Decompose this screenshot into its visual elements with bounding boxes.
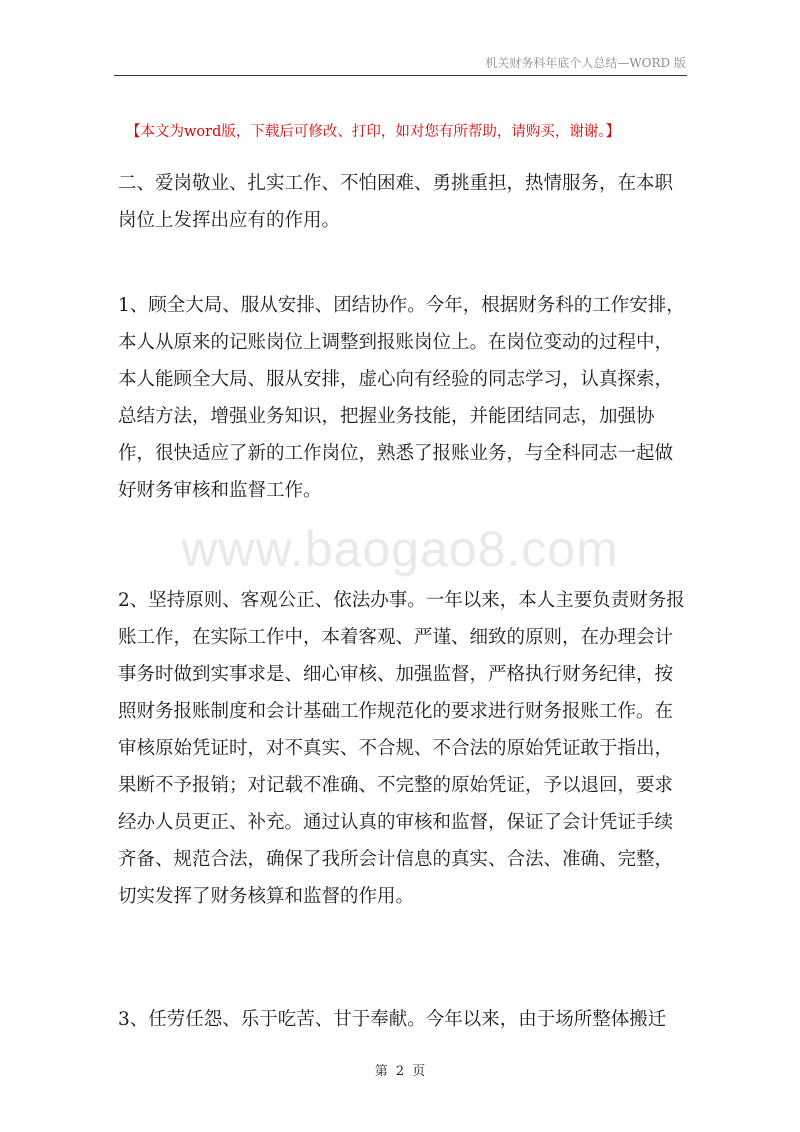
section-heading-paragraph: 二、爱岗敬业、扎实工作、不怕困难、勇挑重担，热情服务，在本职岗位上发挥出应有的作用。 [118,173,674,231]
watermark: www.baogao8.com [181,521,619,577]
download-notice: 【本文为word版，下载后可修改、打印，如对您有所帮助，请购买，谢谢。】 [126,124,621,140]
page-footer [0,1060,800,1079]
page-header-title: 机关财务科年底个人总结—WORD 版 [485,56,686,70]
header-divider [114,75,687,76]
body-paragraph-1: 1、顾全大局、服从安排、团结协作。今年，根据财务科的工作安排，本人从原来的记账岗位上调整到报账岗位上。在岗位变动的过程中，本人能顾全大局、服从安排，虚心向有经验的同志学习，认真探索，总结方法，增强业务知识，把握业务技能，并能团结同志，加强协作，很快适应了新的工作岗位，熟悉了报账业务，与全科同志一起做好财务审核和监督工作。 [118,295,685,501]
page-number: 2 [395,1064,405,1079]
page-label-prefix: 第 [374,1064,388,1079]
body-paragraph-2: 2、坚持原则、客观公正、依法办事。一年以来，本人主要负责财务报账工作，在实际工作中，本着客观、严谨、细致的原则，在办理会计事务时做到实事求是、细心审核、加强监督，严格执行财务纪律，按照财务报账制度和会计基础工作规范化的要求进行财务报账工作。在审核原始凭证时，对不真实、不合规、不合法的原始凭证敢于指出，果断不予报销；对记载不准确、不完整的原始凭证，予以退回，要求经办人员更正、补充。通过认真的审核和监督，保证了会计凭证手续齐备、规范合法，确保了我所会计信息的真实、合法、准确、完整，切实发挥了财务核算和监督的作用。 [118,590,685,907]
page-label-suffix: 页 [412,1064,426,1079]
body-paragraph-3: 3、任劳任怨、乐于吃苦、甘于奉献。今年以来，由于场所整体搬迁 [118,1009,667,1030]
